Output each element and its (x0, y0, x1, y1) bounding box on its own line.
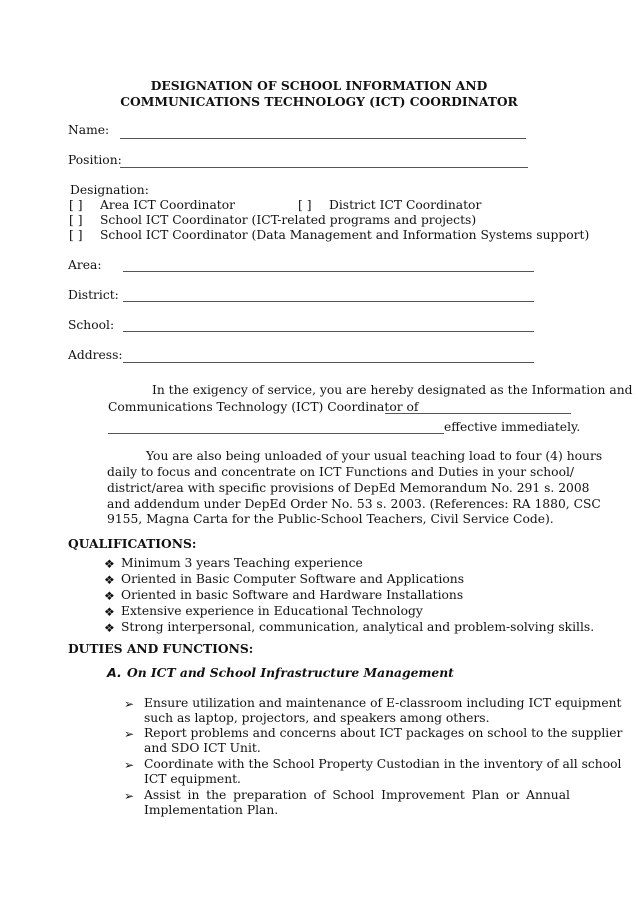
area-label: Area: (68, 258, 102, 272)
qualifications-heading: QUALIFICATIONS: (68, 536, 197, 551)
qualification-item: Oriented in Basic Computer Software and Applications (121, 572, 465, 586)
document-title-line-2: COMMUNICATIONS TECHNOLOGY (ICT) COORDINATOR (120, 94, 518, 109)
paragraph2-line3: district/area with specific provisions of DepEd Memorandum No. 291 s. 2008 (107, 481, 590, 495)
duty-item-line2: and SDO ICT Unit. (144, 741, 261, 755)
paragraph2-line4: and addendum under DepEd Order No. 53 s. 2003. (References: RA 1880, CSC (107, 497, 601, 511)
arrow-bullet-icon: ➢ (124, 727, 135, 741)
duty-item-line2: Implementation Plan. (144, 803, 279, 817)
section-a-letter: A. (107, 665, 122, 680)
duty-item-line1: Ensure utilization and maintenance of E-classroom including ICT equipment (144, 696, 622, 710)
bullet-diamond-icon: ❖ (104, 557, 115, 571)
name-field-line[interactable] (120, 138, 526, 139)
school-ict-programs-checkbox[interactable]: [ ] (69, 213, 83, 227)
duty-item-line1: Coordinate with the School Property Custodian in the inventory of all school (144, 757, 622, 771)
duties-heading: DUTIES AND FUNCTIONS: (68, 641, 254, 656)
paragraph1-line3-end: effective immediately. (444, 420, 581, 434)
document-title-line-1: DESIGNATION OF SCHOOL INFORMATION AND (150, 78, 488, 93)
school-ict-programs-label: School ICT Coordinator (ICT-related programs and projects) (100, 213, 477, 227)
district-label: District: (68, 288, 119, 302)
position-field-line[interactable] (120, 167, 528, 168)
position-label: Position: (68, 153, 122, 167)
district-ict-checkbox[interactable]: [ ] (298, 198, 312, 212)
paragraph2-line2: daily to focus and concentrate on ICT Functions and Duties in your school/ (107, 465, 575, 479)
bullet-diamond-icon: ❖ (104, 573, 115, 587)
arrow-bullet-icon: ➢ (124, 758, 135, 772)
area-field-line[interactable] (123, 271, 534, 272)
area-ict-checkbox[interactable]: [ ] (69, 198, 83, 212)
qualification-item: Oriented in basic Software and Hardware Installations (121, 588, 464, 602)
bullet-diamond-icon: ❖ (104, 589, 115, 603)
area-ict-label: Area ICT Coordinator (100, 198, 236, 212)
duty-item-line1: Assist in the preparation of School Improvement Plan or Annual (144, 788, 570, 802)
paragraph2-line1: You are also being unloaded of your usual teaching load to four (4) hours (146, 449, 603, 463)
paragraph1-line2: Communications Technology (ICT) Coordinator of (108, 400, 419, 414)
school-ict-data-checkbox[interactable]: [ ] (69, 228, 83, 242)
paragraph2-line5: 9155, Magna Carta for the Public-School Teachers, Civil Service Code). (107, 512, 554, 526)
bullet-diamond-icon: ❖ (104, 605, 115, 619)
duty-item-line1: Report problems and concerns about ICT packages on school to the supplier (144, 726, 623, 740)
bullet-diamond-icon: ❖ (104, 621, 115, 635)
qualification-item: Strong interpersonal, communication, analytical and problem-solving skills. (121, 620, 595, 634)
paragraph1-line1: In the exigency of service, you are hereby designated as the Information and (152, 383, 633, 397)
qualification-item: Extensive experience in Educational Technology (121, 604, 423, 618)
district-ict-label: District ICT Coordinator (329, 198, 482, 212)
school-label: School: (68, 318, 115, 332)
coordinator-of-field-line-2[interactable] (108, 433, 444, 434)
address-field-line[interactable] (123, 362, 534, 363)
designation-heading: Designation: (70, 183, 149, 197)
address-label: Address: (68, 348, 123, 362)
coordinator-of-field-line[interactable] (385, 413, 571, 414)
name-label: Name: (68, 123, 110, 137)
qualification-item: Minimum 3 years Teaching experience (121, 556, 363, 570)
arrow-bullet-icon: ➢ (124, 697, 135, 711)
arrow-bullet-icon: ➢ (124, 789, 135, 803)
duty-item-line2: ICT equipment. (144, 772, 241, 786)
school-ict-data-label: School ICT Coordinator (Data Management and Information Systems support) (100, 228, 590, 242)
section-a-title: On ICT and School Infrastructure Management (127, 665, 454, 680)
duty-item-line2: such as laptop, projectors, and speakers among others. (144, 711, 490, 725)
district-field-line[interactable] (123, 301, 534, 302)
school-field-line[interactable] (123, 331, 534, 332)
